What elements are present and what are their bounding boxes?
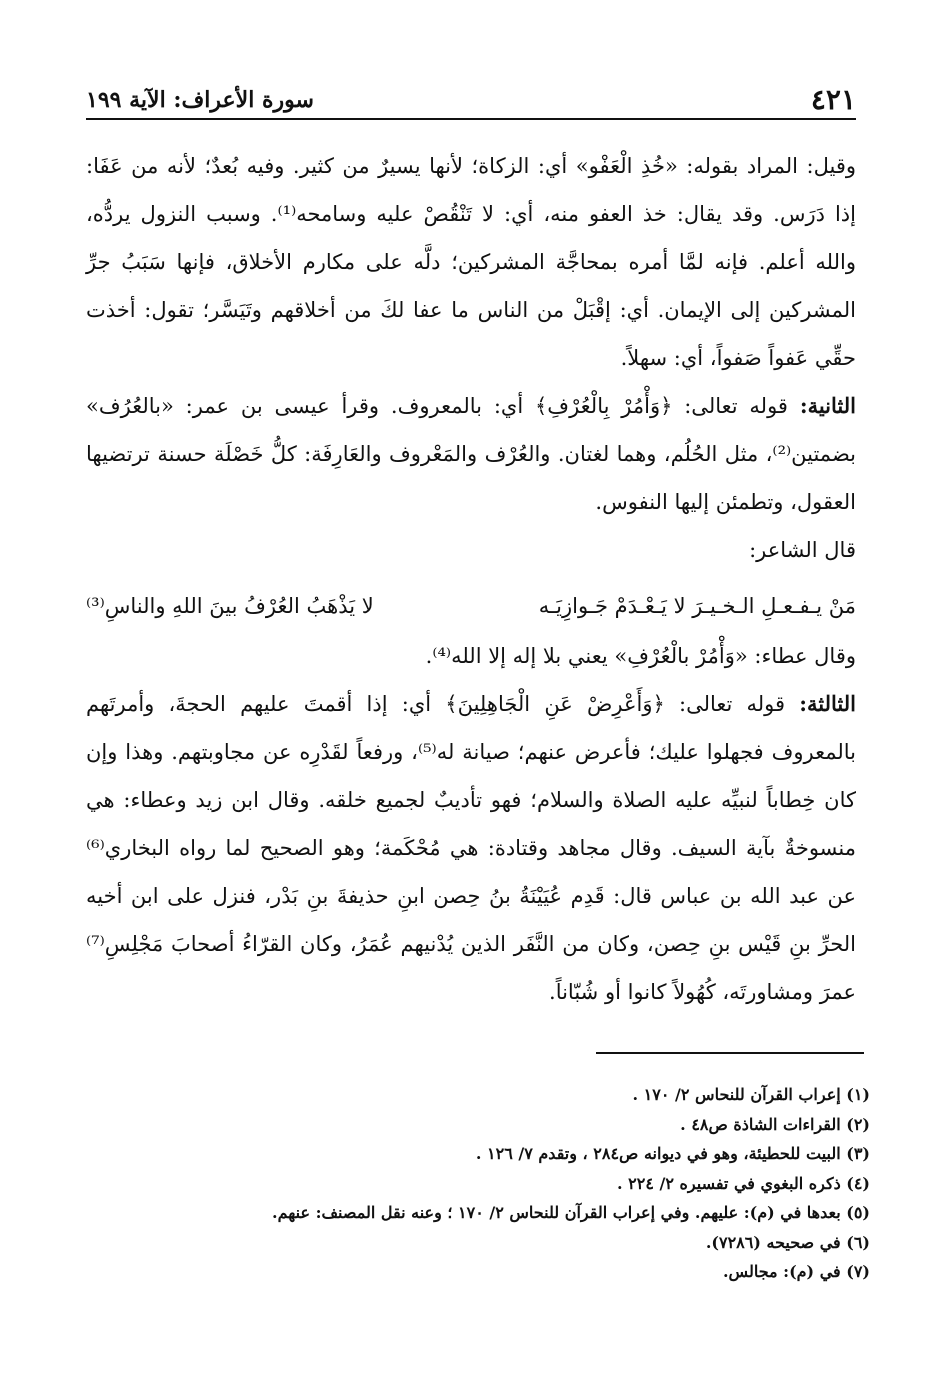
- section-label-third: الثالثة:: [799, 691, 856, 716]
- ata-quote: وقال عطاء: «وَأْمُرْ بالْعُرْفِ» يعني بلا إله إلا الله⁽⁴⁾.: [425, 644, 856, 668]
- footnote-5: (٥) بعدها في (م): عليهم. وفي إعراب القرآن للنحاس ٢/ ١٧٠ ؛ وعنه نقل المصنف: عنهم.: [272, 1203, 870, 1222]
- footnote-6: (٦) في صحيحه (٧٢٨٦).: [705, 1232, 870, 1252]
- footnote-2: (٢) القراءات الشاذة ص٤٨ .: [680, 1114, 870, 1134]
- poetry-verse: [86, 580, 856, 632]
- paragraph-second: [86, 382, 856, 526]
- footnote-4: (٤) ذكره البغوي في تفسيره ٢/ ٢٢٤ .: [617, 1173, 870, 1193]
- footnote-3: (٣) البيت للحطيئة، وهو في ديوانه ص٢٨٤ ، وتقدم ٧/ ١٢٦ .: [475, 1144, 870, 1163]
- surah-title: سورة الأعراف: الآية ١٩٩: [86, 87, 314, 113]
- footnote-7: (٧) في (م): مجالس.: [722, 1262, 870, 1281]
- paragraph-third: [86, 680, 856, 1016]
- footnote-divider: [596, 1052, 864, 1054]
- page-number: ٤٢١: [810, 83, 856, 116]
- poet-intro: قال الشاعر:: [749, 538, 856, 562]
- footnotes: [100, 1080, 870, 1287]
- footnote-1: (١) إعراب القرآن للنحاس ٢/ ١٧٠ .: [632, 1085, 870, 1104]
- main-text: [86, 142, 856, 1016]
- paragraph-third-text: قوله تعالى: ﴿وَأَعْرِضْ عَنِ الْجَاهِلِينَ﴾ أي: إذا أقمتَ عليهم الحجةَ، وأمرتَهم بالمعروف فجهلوا عليك؛ فأعرض عنهم؛ صيانة له⁽⁵⁾، ورفعاً لقَدْرِه عن مجاوبتهم. وهذا وإن كان خِطاباً لنبيِّه عليه الصلاة والسلام؛ فهو تأديبٌ لجميع خلقه. وقال ابن زيد وعطاء: هي منسوخةٌ بآية السيف. وقال مجاهد وقتادة: هي مُحْكَمة؛ وهو الصحيح لما رواه البخاري⁽⁶⁾ عن عبد الله بن عباس قال: قَدِم عُيَيْنَةُ بنُ حِصن ابنِ حذيفةَ بنِ بَدْر، فنزل على ابن أخيه الحرِّ بنِ قَيْس بنِ حِصن، وكان من النَّفَر الذين يُدْنيهم عُمَرُ، وكان القرّاءُ أصحابَ مَجْلِسِ⁽⁷⁾ عمرَ ومشاورتَه، كُهُولاً كانوا أو شُبّاناً.: [86, 692, 856, 1004]
- section-label-second: الثانية:: [799, 393, 856, 418]
- running-header: [86, 62, 856, 120]
- verse-second-hemistich: لا يَذْهَبُ العُرْفُ بينَ اللهِ والناسِ⁽³⁾: [86, 594, 374, 618]
- header-divider: [86, 118, 856, 120]
- paragraph-first: وقيل: المراد بقوله: «خُذِ الْعَفْو» أي: الزكاة؛ لأنها يسيرٌ من كثير. وفيه بُعدٌ؛ لأنه من عَفَا: إذا دَرَس. وقد يقال: خذ العفو منه، أي: لا تَنْقُصْ عليه وسامحه⁽¹⁾. وسبب النزول يردُّه، والله أعلم. فإنه لمَّا أمره بمحاجَّة المشركين؛ دلَّه على مكارم الأخلاق، فإنها سَبَبُ جرِّ المشركين إلى الإيمان. أي: إقْبَلْ من الناس ما عفا لكَ من أخلاقهم وتَيَسَّر؛ تقول: أخذت حقِّي عَفواً صَفواً، أي: سهلاً.: [86, 154, 856, 370]
- paragraph-second-text: قوله تعالى: ﴿وَأْمُرْ بِالْعُرْفِ﴾ أي: بالمعروف. وقرأ عيسى بن عمر: «بالعُرُف» بضمتين⁽²⁾، مثل الحُلُم، وهما لغتان. والعُرْف والمَعْروف والعَارِفَة: كلُّ خَصْلَة حسنة ترتضيها العقول، وتطمئن إليها النفوس.: [86, 394, 856, 514]
- verse-first-hemistich: مَنْ يـفـعـلِ الـخـيـرَ لا يَـعْـدَمْ جَـوازِيَـه: [538, 594, 856, 618]
